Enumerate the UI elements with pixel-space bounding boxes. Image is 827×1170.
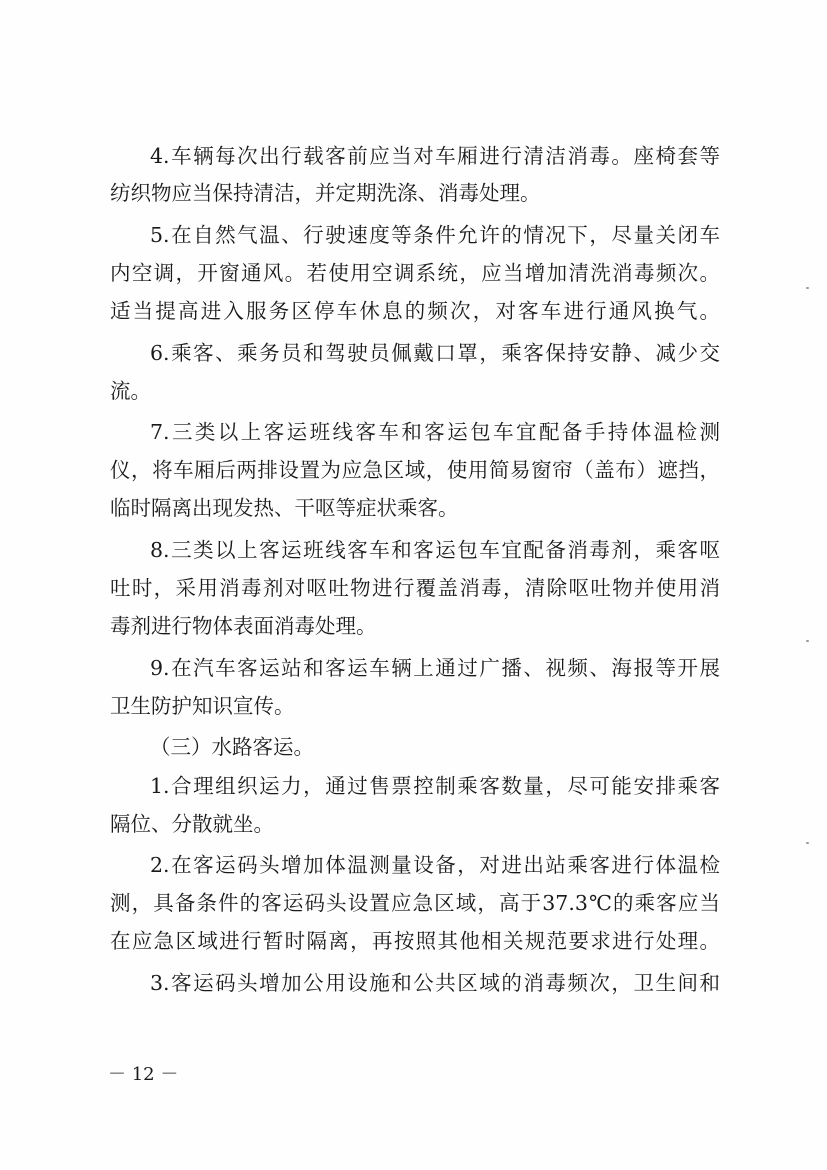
paragraph-4-line-1: 4.车辆每次出行载客前应当对车厢进行清洁消毒。座椅套等 bbox=[150, 144, 720, 168]
paragraph-5-line-1: 5.在自然气温、行驶速度等条件允许的情况下，尽量关闭车 bbox=[150, 223, 720, 247]
paragraph-7-line-3: 临时隔离出现发热、干呕等症状乘客。 bbox=[110, 496, 459, 520]
page-number: － 12 － bbox=[108, 1064, 179, 1085]
paragraph-7-line-1: 7.三类以上客运班线客车和客运包车宜配备手持体温检测 bbox=[150, 420, 720, 444]
scan-speck bbox=[806, 842, 809, 844]
paragraph-w1-line-1: 1.合理组织运力，通过售票控制乘客数量，尽可能安排乘客 bbox=[150, 774, 720, 798]
scan-speck bbox=[806, 640, 809, 642]
paragraph-9-line-1: 9.在汽车客运站和客运车辆上通过广播、视频、海报等开展 bbox=[150, 656, 720, 680]
paragraph-w1-line-2: 隔位、分散就坐。 bbox=[110, 812, 274, 836]
paragraph-4-line-2: 纺织物应当保持清洁，并定期洗涤、消毒处理。 bbox=[110, 181, 541, 205]
paragraph-w2-line-3: 在应急区域进行暂时隔离，再按照其他相关规范要求进行处理。 bbox=[110, 929, 720, 953]
section-heading-water-transport: （三）水路客运。 bbox=[150, 735, 314, 759]
paragraph-6-line-2: 流。 bbox=[110, 379, 151, 403]
paragraph-7-line-2: 仪，将车厢后两排设置为应急区域，使用简易窗帘（盖布）遮挡， bbox=[110, 458, 720, 482]
paragraph-8-line-2: 吐时，采用消毒剂对呕吐物进行覆盖消毒，清除呕吐物并使用消 bbox=[110, 576, 720, 600]
paragraph-5-line-3: 适当提高进入服务区停车休息的频次，对客车进行通风换气。 bbox=[110, 299, 720, 323]
paragraph-w2-line-2: 测，具备条件的客运码头设置应急区域，高于37.3℃的乘客应当 bbox=[110, 891, 720, 915]
paragraph-8-line-3: 毒剂进行物体表面消毒处理。 bbox=[110, 614, 377, 638]
scan-speck bbox=[806, 287, 809, 289]
paragraph-w3-line-1: 3.客运码头增加公用设施和公共区域的消毒频次，卫生间和 bbox=[150, 971, 720, 995]
paragraph-9-line-2: 卫生防护知识宣传。 bbox=[110, 694, 295, 718]
paragraph-5-line-2: 内空调，开窗通风。若使用空调系统，应当增加清洗消毒频次。 bbox=[110, 261, 720, 285]
paragraph-6-line-1: 6.乘客、乘务员和驾驶员佩戴口罩，乘客保持安静、减少交 bbox=[150, 341, 720, 365]
paragraph-8-line-1: 8.三类以上客运班线客车和客运包车宜配备消毒剂，乘客呕 bbox=[150, 538, 720, 562]
paragraph-w2-line-1: 2.在客运码头增加体温测量设备，对进出站乘客进行体温检 bbox=[150, 853, 720, 877]
